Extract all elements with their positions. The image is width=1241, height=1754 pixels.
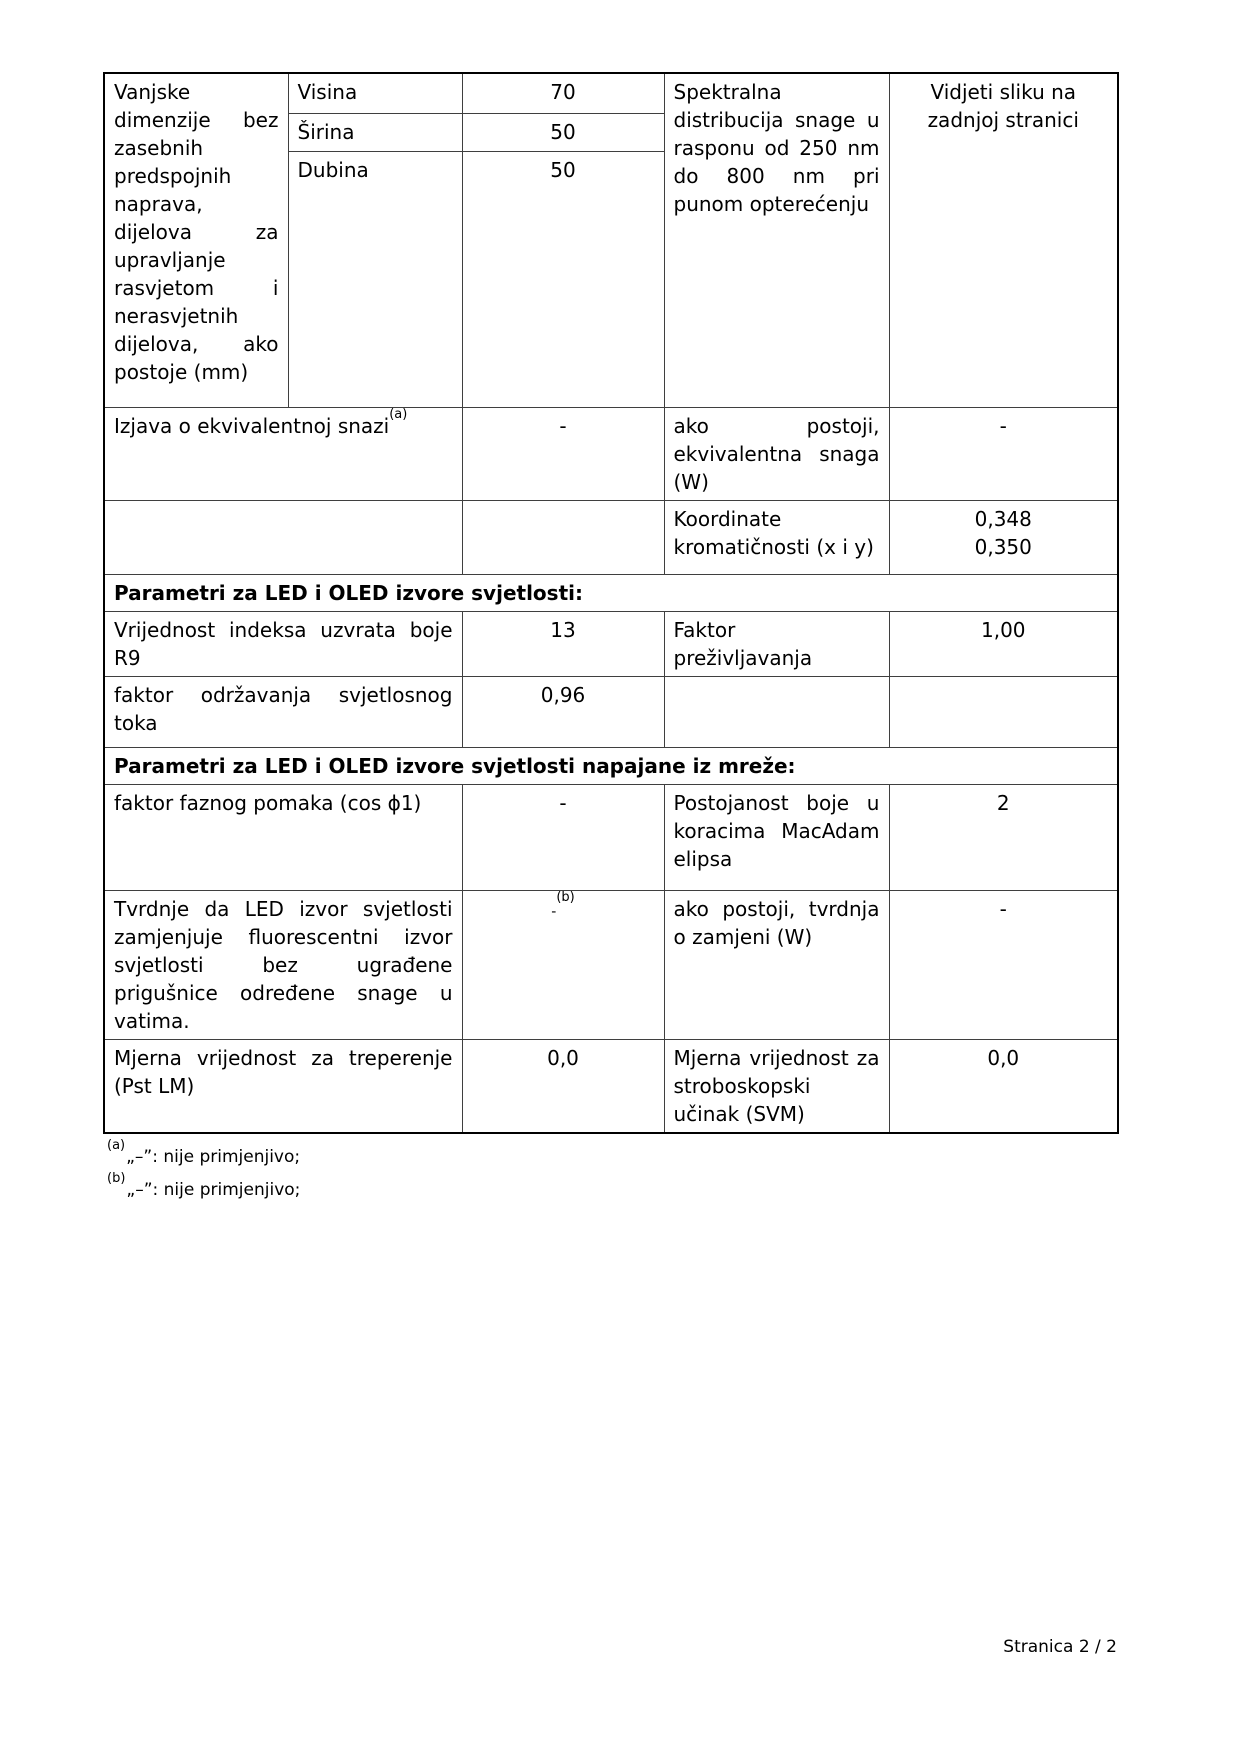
cell-equivalent-power-value: -	[462, 407, 664, 500]
cell-survival-factor-label: Faktor preživljavanja	[664, 611, 889, 676]
cell-lumen-maintenance-value: 0,96	[462, 676, 664, 747]
row-equivalent-power	[104, 407, 1118, 500]
cell-colour-consistency-label: Postojanost boje u koracima MacAdam elipsa	[664, 784, 889, 890]
cell-dimensions-label	[104, 73, 288, 407]
row-power-factor	[104, 784, 1118, 890]
equivalent-power-label-text: Izjava o ekvivalentnoj snazi	[114, 413, 390, 438]
row-replacement-claim	[104, 890, 1118, 1039]
replacement-claim-dash: -	[551, 903, 557, 920]
cell-spectral-value: Vidjeti sliku na zadnjoj stranici	[889, 73, 1118, 407]
row-lumen-maintenance	[104, 676, 1118, 747]
cell-equivalent-power-label	[104, 407, 462, 500]
page-number: Stranica 2 / 2	[1003, 1637, 1117, 1657]
footnote-b-marker: (b)	[107, 1170, 126, 1186]
cell-stroboscopic-value: 0,0	[889, 1039, 1118, 1133]
cell-power-factor-value: -	[462, 784, 664, 890]
cell-width-value: 50	[462, 113, 664, 151]
footnote-a-text: „–”: nije primjenjivo;	[126, 1146, 301, 1167]
document-content	[103, 72, 1117, 1212]
cell-height-value: 70	[462, 73, 664, 113]
cell-r9-value: 13	[462, 611, 664, 676]
row-r9-index	[104, 611, 1118, 676]
cell-replacement-claim-label: Tvrdnje da LED izvor svjetlosti zamjenjuje fluorescentni izvor svjetlosti bez ugrađene prigušnice određene snage u vatima.	[104, 890, 462, 1039]
row-section-mains	[104, 747, 1118, 784]
cell-chromaticity-empty-value	[462, 500, 664, 574]
cell-replacement-claim-value	[462, 890, 664, 1039]
product-spec-table	[103, 72, 1119, 1134]
footnote-b	[107, 1170, 1117, 1201]
dimensions-label-text: Vanjske dimenzije bez zasebnih predspojnih naprava, dijelova za upravljanje rasvjetom i nerasvjetnih dijelova, ako postoje (mm)	[114, 80, 279, 384]
section-led-oled-title: Parametri za LED i OLED izvore svjetlosti:	[104, 574, 1118, 611]
cell-chromaticity-value	[889, 500, 1118, 574]
footnote-ref-a: (a)	[389, 407, 408, 422]
cell-depth-label: Dubina	[288, 151, 462, 407]
cell-lumen-maintenance-right-empty	[664, 676, 889, 747]
row-dimensions	[104, 73, 1118, 113]
chromaticity-y: 0,350	[974, 534, 1032, 559]
cell-r9-label: Vrijednost indeksa uzvrata boje R9	[104, 611, 462, 676]
footnote-a	[107, 1137, 1117, 1168]
cell-chromaticity-label: Koordinate kromatičnosti (x i y)	[664, 500, 889, 574]
cell-replacement-claim-right-value: -	[889, 890, 1118, 1039]
cell-flicker-label: Mjerna vrijednost za treperenje (Pst LM)	[104, 1039, 462, 1133]
cell-lumen-maintenance-label: faktor održavanja svjetlosnog toka	[104, 676, 462, 747]
cell-power-factor-label: faktor faznog pomaka (cos ϕ1)	[104, 784, 462, 890]
cell-lumen-maintenance-right-value-empty	[889, 676, 1118, 747]
footnote-b-text: „–”: nije primjenjivo;	[126, 1179, 301, 1200]
cell-equivalent-power-right-value: -	[889, 407, 1118, 500]
row-section-led-oled	[104, 574, 1118, 611]
footnote-a-marker: (a)	[107, 1137, 126, 1153]
cell-stroboscopic-label: Mjerna vrijednost za stroboskopski učinak (SVM)	[664, 1039, 889, 1133]
cell-height-label: Visina	[288, 73, 462, 113]
cell-colour-consistency-value: 2	[889, 784, 1118, 890]
cell-depth-value: 50	[462, 151, 664, 407]
row-flicker	[104, 1039, 1118, 1133]
cell-equivalent-power-right-label: ako postoji, ekvivalentna snaga (W)	[664, 407, 889, 500]
section-mains-title: Parametri za LED i OLED izvore svjetlosti napajane iz mreže:	[104, 747, 1118, 784]
cell-survival-factor-value: 1,00	[889, 611, 1118, 676]
footnote-ref-b: (b)	[556, 890, 575, 905]
cell-chromaticity-empty-label	[104, 500, 462, 574]
cell-spectral-label: Spektralna distribucija snage u rasponu od 250 nm do 800 nm pri punom opterećenju	[664, 73, 889, 407]
cell-flicker-value: 0,0	[462, 1039, 664, 1133]
cell-width-label: Širina	[288, 113, 462, 151]
chromaticity-x: 0,348	[974, 506, 1032, 531]
row-chromaticity	[104, 500, 1118, 574]
cell-replacement-claim-right-label: ako postoji, tvrdnja o zamjeni (W)	[664, 890, 889, 1039]
footnotes	[103, 1137, 1117, 1201]
